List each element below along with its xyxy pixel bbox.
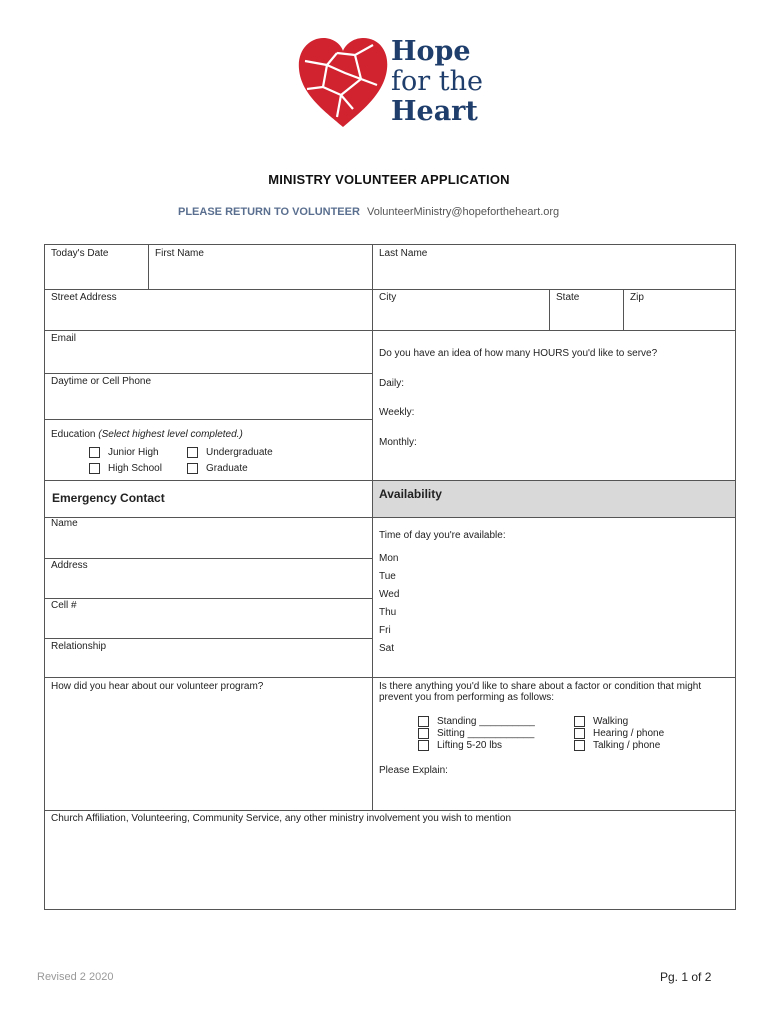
education-label <box>51 429 243 440</box>
condition-standing[interactable] <box>418 716 535 727</box>
city-label: City <box>379 292 397 303</box>
option-label: Walking <box>593 716 629 727</box>
please-explain-label: Please Explain: <box>379 765 448 776</box>
first-name-label: First Name <box>155 248 204 259</box>
day-tue: Tue <box>379 571 396 582</box>
return-email[interactable]: VolunteerMinistry@hopefortheheart.org <box>367 206 560 218</box>
hours-daily-label: Daily: <box>379 378 405 389</box>
education-option-junior-high[interactable] <box>89 447 159 458</box>
please-explain-field[interactable] <box>373 778 734 810</box>
page-title: MINISTRY VOLUNTEER APPLICATION <box>268 172 510 187</box>
email-field[interactable] <box>45 331 372 373</box>
condition-walking[interactable] <box>574 716 628 727</box>
condition-hearing[interactable] <box>574 728 664 739</box>
education-option-high-school[interactable] <box>89 463 162 474</box>
option-label: Lifting 5-20 lbs <box>437 740 503 751</box>
hear-about-field[interactable] <box>45 695 372 810</box>
condition-sitting[interactable] <box>418 728 534 739</box>
hours-field[interactable] <box>420 374 720 454</box>
hear-about-label: How did you hear about our volunteer program? <box>51 681 264 692</box>
checkbox[interactable] <box>574 716 585 727</box>
emergency-cell-label: Cell # <box>51 600 77 611</box>
checkbox[interactable] <box>418 728 429 739</box>
state-label: State <box>556 292 580 303</box>
education-option-graduate[interactable] <box>187 463 248 474</box>
hours-monthly-label: Monthly: <box>379 437 417 448</box>
revised-note: Revised 2 2020 <box>37 971 114 983</box>
last-name-field[interactable] <box>373 245 734 289</box>
checkbox[interactable] <box>418 740 429 751</box>
todays-date-label: Today's Date <box>51 248 109 259</box>
emergency-address-field[interactable] <box>45 559 372 598</box>
emergency-name-field[interactable] <box>45 518 372 558</box>
checkbox[interactable] <box>418 716 429 727</box>
phone-label: Daytime or Cell Phone <box>51 376 152 387</box>
education-title: Education <box>51 429 96 440</box>
emergency-relationship-label: Relationship <box>51 641 107 652</box>
email-label: Email <box>51 333 77 344</box>
education-option-undergraduate[interactable] <box>187 447 273 458</box>
todays-date-field[interactable] <box>45 245 148 289</box>
church-field[interactable] <box>45 826 734 908</box>
option-label: Sitting ____________ <box>437 728 535 739</box>
checkbox[interactable] <box>574 728 585 739</box>
availability-heading: Availability <box>379 487 442 501</box>
page-number: Pg. 1 of 2 <box>660 970 712 984</box>
option-label: Undergraduate <box>206 447 273 458</box>
heart-logo-icon <box>297 35 389 130</box>
day-mon: Mon <box>379 553 399 564</box>
first-name-field[interactable] <box>149 245 372 289</box>
zip-label: Zip <box>630 292 644 303</box>
return-line <box>178 206 559 218</box>
street-address-label: Street Address <box>51 292 117 303</box>
conditions-question-1: Is there anything you'd like to share about a factor or condition that might <box>379 681 702 692</box>
hours-weekly-label: Weekly: <box>379 407 415 418</box>
day-fri: Fri <box>379 625 391 636</box>
brand-line-3: Heart <box>391 96 478 127</box>
checkbox[interactable] <box>89 447 100 458</box>
checkbox[interactable] <box>89 463 100 474</box>
street-address-field[interactable] <box>45 290 372 330</box>
option-label: Hearing / phone <box>593 728 665 739</box>
condition-talking[interactable] <box>574 740 660 751</box>
brand-line-1: Hope <box>391 36 471 67</box>
zip-field[interactable] <box>624 290 734 330</box>
day-sat: Sat <box>379 643 395 654</box>
option-label: Standing __________ <box>437 716 535 727</box>
emergency-relationship-field[interactable] <box>45 639 372 677</box>
option-label: Junior High <box>108 447 159 458</box>
option-label: Talking / phone <box>593 740 661 751</box>
education-hint: (Select highest level completed.) <box>98 429 243 440</box>
hours-question: Do you have an idea of how many HOURS you'd like to serve? <box>379 348 658 359</box>
checkbox[interactable] <box>574 740 585 751</box>
checkbox[interactable] <box>187 447 198 458</box>
last-name-label: Last Name <box>379 248 428 259</box>
logo <box>297 35 487 130</box>
condition-lifting[interactable] <box>418 740 502 751</box>
day-thu: Thu <box>379 607 397 618</box>
emergency-name-label: Name <box>51 518 78 529</box>
return-label: PLEASE RETURN TO VOLUNTEER <box>178 206 360 218</box>
brand-line-2: for the <box>391 66 483 97</box>
emergency-contact-heading: Emergency Contact <box>52 491 165 505</box>
checkbox[interactable] <box>187 463 198 474</box>
day-wed: Wed <box>379 589 400 600</box>
emergency-cell-field[interactable] <box>45 599 372 638</box>
time-of-day-label: Time of day you're available: <box>379 530 506 541</box>
availability-field[interactable] <box>410 550 730 660</box>
city-field[interactable] <box>373 290 549 330</box>
state-field[interactable] <box>550 290 623 330</box>
emergency-address-label: Address <box>51 560 88 571</box>
phone-field[interactable] <box>45 374 372 419</box>
church-label: Church Affiliation, Volunteering, Community Service, any other ministry involvement you wish to mention <box>51 813 512 824</box>
option-label: High School <box>108 463 162 474</box>
conditions-question-2: prevent you from performing as follows: <box>379 692 555 703</box>
option-label: Graduate <box>206 463 248 474</box>
